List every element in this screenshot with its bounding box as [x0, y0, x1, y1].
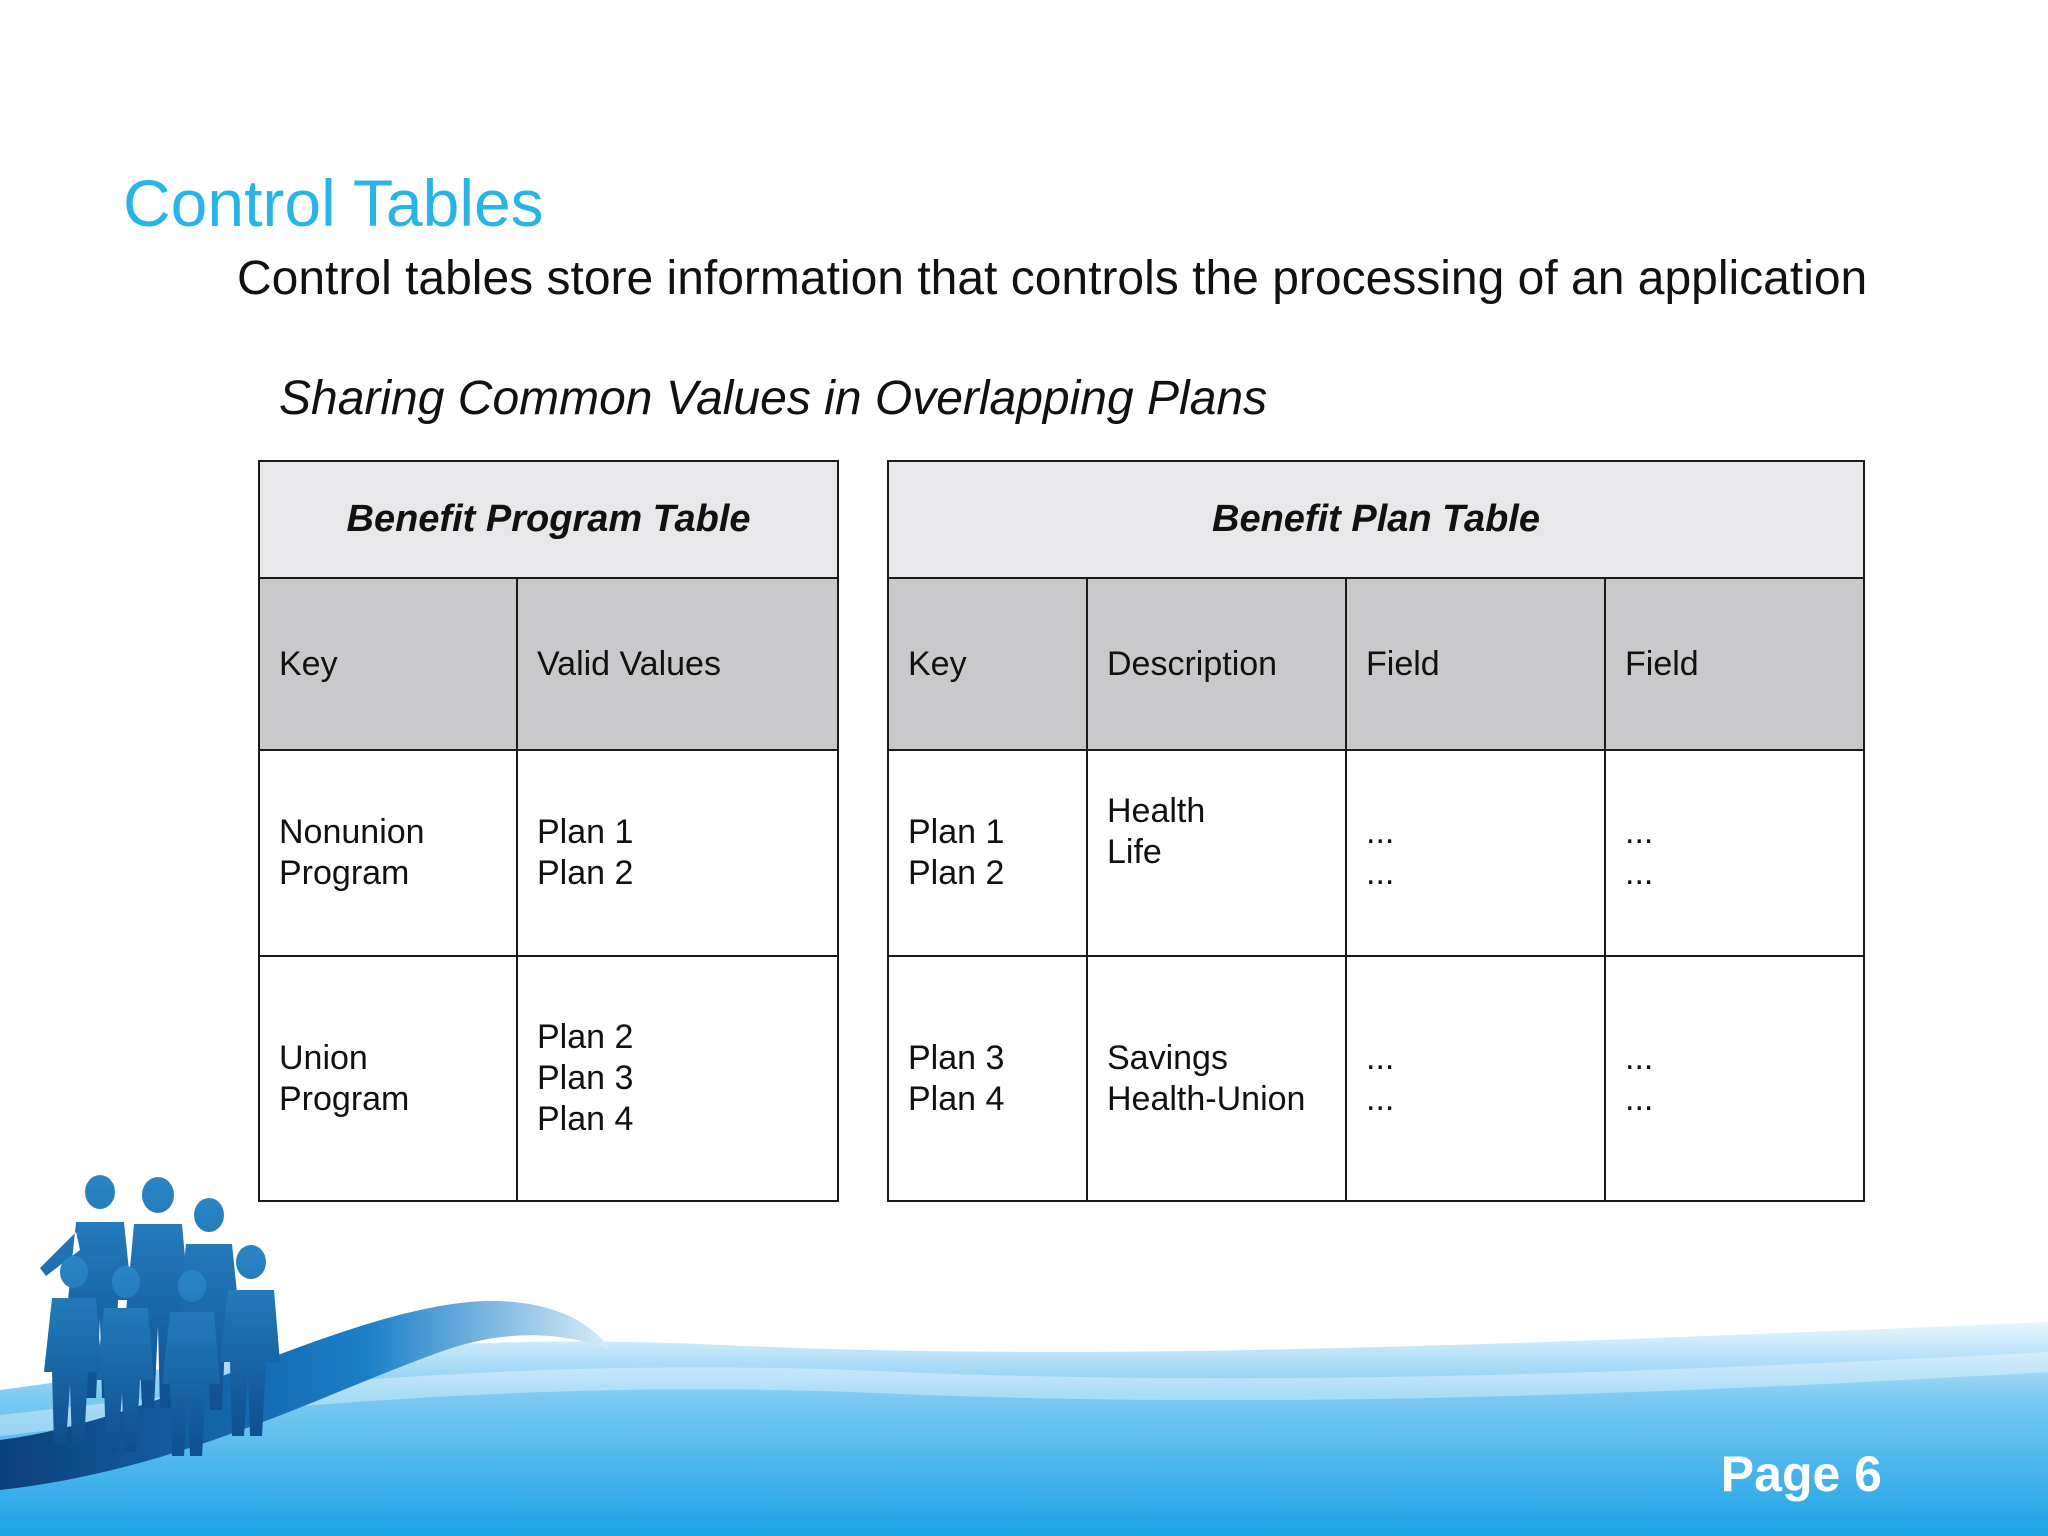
cell-line: Plan 2 — [537, 1018, 634, 1056]
cell-line: Plan 2 — [908, 854, 1005, 892]
cell-line: Life — [1107, 833, 1162, 871]
cell-line: ... — [1366, 854, 1395, 892]
cell-line: Plan 4 — [908, 1079, 1005, 1118]
slide-subtitle: Control tables store information that controls the processing of an application — [237, 252, 1868, 305]
cell-line: ... — [1625, 1079, 1654, 1118]
table-header-row — [259, 578, 838, 750]
cell-line: ... — [1366, 813, 1395, 851]
table-cell — [1346, 956, 1605, 1201]
column-header: Field — [1605, 578, 1864, 750]
table-cell — [1346, 750, 1605, 956]
table-title: Benefit Program Table — [259, 461, 838, 578]
column-header: Key — [259, 578, 517, 750]
cell-line: Nonunion — [279, 813, 425, 851]
cell-line: Health — [1107, 792, 1206, 830]
table-row — [888, 750, 1864, 956]
cell-line: Health-Union — [1107, 1079, 1306, 1118]
cell-line: Plan 4 — [537, 1100, 634, 1138]
cell-line: Plan 3 — [908, 1038, 1005, 1077]
column-header: Description — [1087, 578, 1346, 750]
table-title-row — [259, 461, 838, 578]
table-cell — [888, 956, 1087, 1201]
cell-line: Program — [279, 854, 410, 892]
cell-line: ... — [1366, 1038, 1395, 1077]
cell-line: Savings — [1107, 1038, 1228, 1077]
page-number: Page 6 — [1720, 1446, 1882, 1502]
benefit-program-table — [258, 460, 839, 1202]
table-header-row — [888, 578, 1864, 750]
table-cell — [517, 750, 838, 956]
cell-line: ... — [1625, 854, 1654, 892]
table-row — [259, 750, 838, 956]
table-cell — [1087, 750, 1346, 956]
table-cell — [259, 750, 517, 956]
column-header: Key — [888, 578, 1087, 750]
cell-line: Plan 3 — [537, 1059, 634, 1097]
cell-line: Plan 1 — [537, 813, 634, 851]
column-header: Field — [1346, 578, 1605, 750]
cell-line: Union — [279, 1038, 368, 1077]
benefit-plan-table — [887, 460, 1865, 1202]
table-cell — [1087, 956, 1346, 1201]
slide-title: Control Tables — [123, 166, 544, 240]
table-row — [888, 956, 1864, 1201]
table-cell — [517, 956, 838, 1201]
cell-line: Program — [279, 1079, 410, 1118]
cell-line: ... — [1625, 1038, 1654, 1077]
table-title-row — [888, 461, 1864, 578]
cell-line: ... — [1366, 1079, 1395, 1118]
diagram-caption: Sharing Common Values in Overlapping Plans — [279, 372, 1268, 425]
table-cell — [259, 956, 517, 1201]
table-title: Benefit Plan Table — [888, 461, 1864, 578]
table-row — [259, 956, 838, 1201]
table-cell — [888, 750, 1087, 956]
table-cell — [1605, 750, 1864, 956]
cell-line: Plan 2 — [537, 854, 634, 892]
cell-line: Plan 1 — [908, 813, 1005, 851]
table-cell — [1605, 956, 1864, 1201]
cell-line: ... — [1625, 813, 1654, 851]
column-header: Valid Values — [517, 578, 838, 750]
